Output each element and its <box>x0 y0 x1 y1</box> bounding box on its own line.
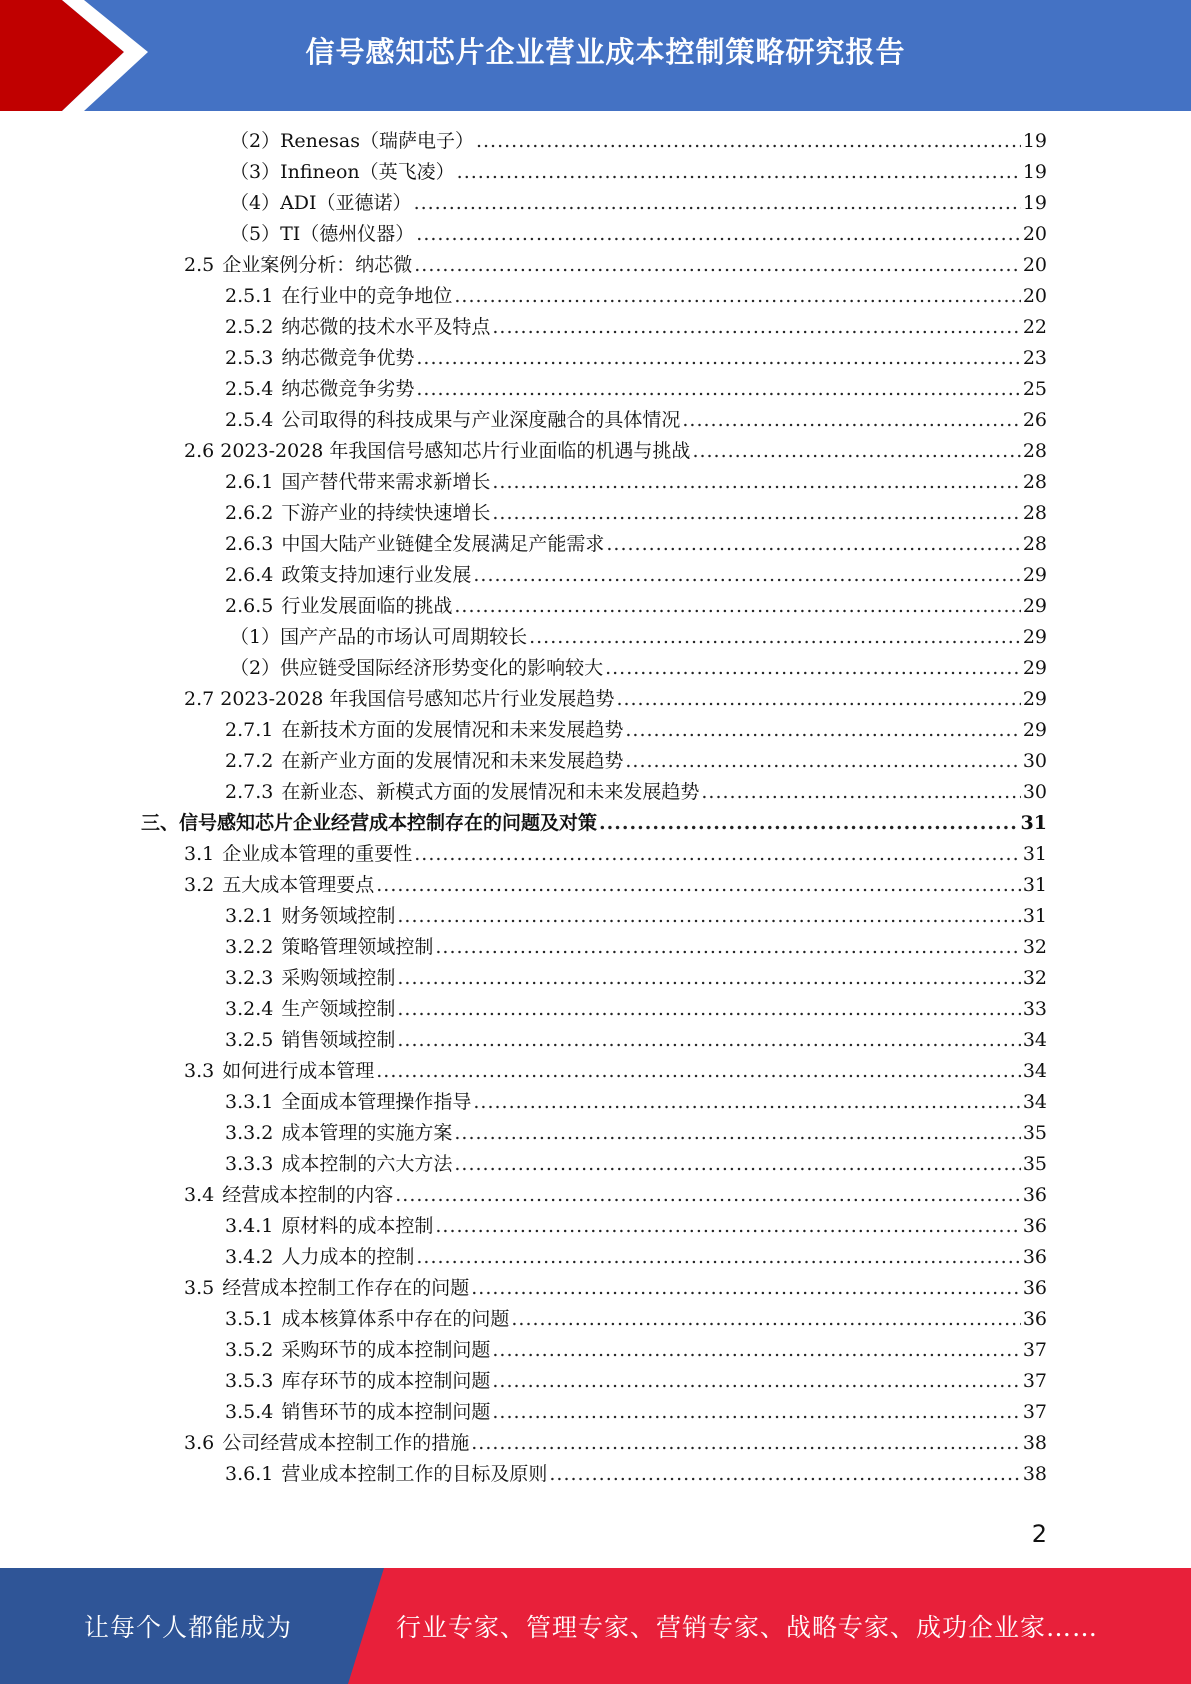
toc-leader-dots <box>397 1025 1020 1056</box>
toc-entry-title: 下游产业的持续快速增长 <box>281 502 491 524</box>
toc-leader-dots <box>416 343 1020 374</box>
toc-entry-title: 成本管理的实施方案 <box>281 1122 453 1144</box>
toc-entry[interactable] <box>184 436 1047 467</box>
toc-entry[interactable] <box>225 1087 1047 1118</box>
toc-entry-number: 3.2 <box>184 874 215 896</box>
toc-entry-title: 政策支持加速行业发展 <box>281 564 472 586</box>
toc-entry-page: 37 <box>1022 1370 1047 1392</box>
toc-entry-title: 2.6 2023-2028 年我国信号感知芯片行业面临的机遇与挑战 <box>184 440 691 462</box>
toc-entry-page: 35 <box>1022 1122 1047 1144</box>
toc-leader-dots <box>492 467 1020 498</box>
toc-entry-number: 2.5.2 <box>225 316 274 338</box>
toc-entry-title: 在新业态、新模式方面的发展情况和未来发展趋势 <box>281 781 700 803</box>
toc-entry-title: （4）ADI（亚德诺） <box>230 192 412 214</box>
toc-entry-page: 28 <box>1022 471 1047 493</box>
toc-leader-dots <box>414 250 1021 281</box>
toc-entry-number: 3.2.5 <box>225 1029 274 1051</box>
toc-entry-title: 企业案例分析：纳芯微 <box>222 254 413 276</box>
toc-entry-number: 2.7.1 <box>225 719 274 741</box>
toc-entry-number: 2.5.3 <box>225 347 274 369</box>
toc-entry-title: 原材料的成本控制 <box>281 1215 434 1237</box>
toc-entry[interactable] <box>225 343 1047 374</box>
toc-entry-title: （2）Renesas（瑞萨电子） <box>230 130 474 152</box>
toc-leader-dots <box>395 1180 1021 1211</box>
toc-entry-title: 纳芯微的技术水平及特点 <box>281 316 491 338</box>
toc-entry[interactable] <box>225 963 1047 994</box>
toc-entry-page: 34 <box>1022 1091 1047 1113</box>
toc-entry-title: 采购领域控制 <box>281 967 396 989</box>
toc-entry-title: 营业成本控制工作的目标及原则 <box>281 1463 548 1485</box>
toc-entry-page: 34 <box>1022 1029 1047 1051</box>
toc-entry-title: 策略管理领域控制 <box>281 936 434 958</box>
toc-entry[interactable] <box>230 622 1047 653</box>
toc-entry-title: （3）Infineon（英飞凌） <box>230 161 455 183</box>
toc-leader-dots <box>435 1211 1020 1242</box>
toc-entry-page: 32 <box>1022 967 1047 989</box>
toc-entry-number: 3.2.4 <box>225 998 274 1020</box>
toc-entry[interactable] <box>225 1459 1047 1490</box>
toc-entry-page: 33 <box>1022 998 1047 1020</box>
toc-leader-dots <box>416 374 1020 405</box>
toc-entry-page: 36 <box>1022 1215 1047 1237</box>
toc-entry-page: 29 <box>1022 688 1047 710</box>
toc-entry-number: 3.4.1 <box>225 1215 274 1237</box>
toc-entry-number: 3.1 <box>184 843 215 865</box>
toc-leader-dots <box>376 1056 1021 1087</box>
toc-entry-page: 36 <box>1022 1277 1047 1299</box>
toc-entry-number: 2.6.4 <box>225 564 274 586</box>
toc-entry-number: 3.3 <box>184 1060 215 1082</box>
toc-entry[interactable] <box>230 157 1047 188</box>
toc-entry-page: 29 <box>1022 595 1047 617</box>
toc-entry-page: 35 <box>1022 1153 1047 1175</box>
toc-entry[interactable] <box>225 1397 1047 1428</box>
toc-leader-dots <box>376 870 1021 901</box>
toc-entry-page: 28 <box>1022 502 1047 524</box>
toc-entry-title: 在新产业方面的发展情况和未来发展趋势 <box>281 750 624 772</box>
toc-entry-title: 公司取得的科技成果与产业深度融合的具体情况 <box>281 409 681 431</box>
toc-leader-dots <box>492 312 1020 343</box>
toc-entry-number: 2.6.1 <box>225 471 274 493</box>
toc-entry[interactable] <box>184 684 1047 715</box>
toc-entry-title: 在新技术方面的发展情况和未来发展趋势 <box>281 719 624 741</box>
footer-slogan-left: 让每个人都能成为 <box>83 1613 292 1642</box>
toc-entry-page: 38 <box>1022 1463 1047 1485</box>
toc-entry-title: 人力成本的控制 <box>281 1246 415 1268</box>
toc-entry-title: 销售环节的成本控制问题 <box>281 1401 491 1423</box>
toc-leader-dots <box>471 1273 1021 1304</box>
toc-entry-title: 财务领域控制 <box>281 905 396 927</box>
toc-leader-dots <box>476 126 1021 157</box>
toc-entry-title: 成本核算体系中存在的问题 <box>281 1308 510 1330</box>
toc-entry-number: 2.6.5 <box>225 595 274 617</box>
toc-entry[interactable] <box>225 994 1047 1025</box>
page-header <box>0 0 1191 111</box>
toc-entry-number: 3.6.1 <box>225 1463 274 1485</box>
toc-leader-dots <box>454 1149 1020 1180</box>
toc-entry-number: 2.6.2 <box>225 502 274 524</box>
toc-entry-number: 3.2.1 <box>225 905 274 927</box>
toc-leader-dots <box>625 715 1020 746</box>
toc-leader-dots <box>397 901 1020 932</box>
toc-entry[interactable] <box>225 1211 1047 1242</box>
toc-leader-dots <box>471 1428 1021 1459</box>
toc-entry-page: 29 <box>1022 657 1047 679</box>
toc-entry-title: （5）TI（德州仪器） <box>230 223 415 245</box>
toc-entry[interactable] <box>225 405 1047 436</box>
toc-entry-page: 36 <box>1022 1308 1047 1330</box>
toc-entry-title: 如何进行成本管理 <box>222 1060 375 1082</box>
toc-entry-title: 采购环节的成本控制问题 <box>281 1339 491 1361</box>
toc-leader-dots <box>414 188 1021 219</box>
toc-leader-dots <box>397 963 1020 994</box>
toc-leader-dots <box>492 1366 1020 1397</box>
toc-entry-page: 22 <box>1022 316 1047 338</box>
toc-entry[interactable] <box>184 1428 1047 1459</box>
toc-leader-dots <box>616 684 1020 715</box>
toc-leader-dots <box>416 1242 1020 1273</box>
toc-entry-title: 中国大陆产业链健全发展满足产能需求 <box>281 533 605 555</box>
report-title: 信号感知芯片企业营业成本控制策略研究报告 <box>305 34 906 69</box>
toc-entry[interactable] <box>225 1242 1047 1273</box>
toc-entry-title: 三、信号感知芯片企业经营成本控制存在的问题及对策 <box>141 812 598 834</box>
toc-entry-number: 2.5 <box>184 254 215 276</box>
toc-entry[interactable] <box>225 281 1047 312</box>
toc-entry-page: 32 <box>1022 936 1047 958</box>
toc-leader-dots <box>492 498 1020 529</box>
toc-leader-dots <box>492 1397 1020 1428</box>
toc-entry[interactable] <box>225 777 1047 808</box>
toc-entry-page: 19 <box>1022 161 1047 183</box>
toc-entry-title: 经营成本控制工作存在的问题 <box>222 1277 470 1299</box>
toc-leader-dots <box>414 839 1021 870</box>
toc-entry-page: 28 <box>1022 440 1047 462</box>
toc-entry-page: 20 <box>1022 285 1047 307</box>
toc-entry-title: 公司经营成本控制工作的措施 <box>222 1432 470 1454</box>
toc-entry[interactable] <box>184 250 1047 281</box>
toc-entry[interactable] <box>225 529 1047 560</box>
toc-entry[interactable] <box>225 467 1047 498</box>
toc-entry-page: 29 <box>1022 564 1047 586</box>
toc-entry-title: 全面成本管理操作指导 <box>281 1091 472 1113</box>
toc-entry[interactable] <box>225 715 1047 746</box>
toc-entry[interactable] <box>225 901 1047 932</box>
toc-leader-dots <box>701 777 1020 808</box>
toc-entry[interactable] <box>230 188 1047 219</box>
toc-entry-page: 19 <box>1022 192 1047 214</box>
toc-entry-number: 3.5.2 <box>225 1339 274 1361</box>
toc-entry-page: 31 <box>1022 905 1047 927</box>
toc-entry[interactable] <box>184 839 1047 870</box>
toc-entry[interactable] <box>184 870 1047 901</box>
page-number: 2 <box>1031 1520 1047 1548</box>
toc-entry[interactable] <box>230 219 1047 250</box>
toc-entry[interactable] <box>184 1056 1047 1087</box>
toc-leader-dots <box>605 653 1021 684</box>
toc-entry[interactable] <box>225 591 1047 622</box>
toc-entry-title: 生产领域控制 <box>281 998 396 1020</box>
toc-entry[interactable] <box>225 746 1047 777</box>
toc-leader-dots <box>692 436 1020 467</box>
toc-entry-page: 34 <box>1022 1060 1047 1082</box>
toc-entry-page: 25 <box>1022 378 1047 400</box>
footer-slogan-right: 行业专家、管理专家、营销专家、战略专家、成功企业家…… <box>396 1613 1099 1642</box>
toc-entry[interactable] <box>225 932 1047 963</box>
toc-entry-number: 3.5.1 <box>225 1308 274 1330</box>
toc-entry[interactable] <box>230 653 1047 684</box>
toc-entry-page: 29 <box>1022 626 1047 648</box>
toc-entry-title: （1）国产产品的市场认可周期较长 <box>230 626 528 648</box>
toc-entry-number: 2.5.4 <box>225 378 274 400</box>
toc-entry-title: 企业成本管理的重要性 <box>222 843 413 865</box>
toc-entry-number: 3.2.2 <box>225 936 274 958</box>
toc-leader-dots <box>457 157 1021 188</box>
toc-leader-dots <box>625 746 1020 777</box>
toc-entry-number: 3.2.3 <box>225 967 274 989</box>
page-footer <box>0 1568 1191 1684</box>
toc-entry-title: 纳芯微竞争优势 <box>281 347 415 369</box>
toc-entry-page: 36 <box>1022 1246 1047 1268</box>
toc-entry-title: 销售领域控制 <box>281 1029 396 1051</box>
toc-entry-title: 五大成本管理要点 <box>222 874 375 896</box>
toc-entry-number: 3.4 <box>184 1184 215 1206</box>
toc-entry-number: 3.5 <box>184 1277 215 1299</box>
toc-leader-dots <box>599 808 1019 839</box>
toc-leader-dots <box>454 281 1020 312</box>
toc-entry-title: 行业发展面临的挑战 <box>281 595 453 617</box>
toc-entry[interactable] <box>230 126 1047 157</box>
toc-entry-page: 19 <box>1022 130 1047 152</box>
toc-entry-number: 3.4.2 <box>225 1246 274 1268</box>
toc-entry-page: 28 <box>1022 533 1047 555</box>
toc-leader-dots <box>492 1335 1020 1366</box>
toc-entry[interactable] <box>225 312 1047 343</box>
toc-leader-dots <box>529 622 1021 653</box>
toc-entry[interactable] <box>184 1180 1047 1211</box>
toc-entry[interactable] <box>225 1149 1047 1180</box>
toc-entry-number: 3.5.3 <box>225 1370 274 1392</box>
toc-entry-number: 2.6.3 <box>225 533 274 555</box>
toc-entry-title: 成本控制的六大方法 <box>281 1153 453 1175</box>
toc-entry[interactable] <box>141 808 1047 839</box>
toc-entry-number: 2.5.1 <box>225 285 274 307</box>
toc-entry-page: 38 <box>1022 1432 1047 1454</box>
toc-entry-title: （2）供应链受国际经济形势变化的影响较大 <box>230 657 604 679</box>
toc-entry[interactable] <box>225 1118 1047 1149</box>
toc-leader-dots <box>416 219 1021 250</box>
toc-entry[interactable] <box>184 1273 1047 1304</box>
toc-entry-page: 29 <box>1022 719 1047 741</box>
toc-entry-page: 30 <box>1022 781 1047 803</box>
toc-entry-number: 3.5.4 <box>225 1401 274 1423</box>
toc-leader-dots <box>549 1459 1020 1490</box>
toc-entry-number: 3.3.1 <box>225 1091 274 1113</box>
toc-entry-title: 国产替代带来需求新增长 <box>281 471 491 493</box>
toc-entry-number: 3.3.2 <box>225 1122 274 1144</box>
toc-leader-dots <box>454 1118 1020 1149</box>
toc-entry[interactable] <box>225 1366 1047 1397</box>
toc-entry-number: 2.7.2 <box>225 750 274 772</box>
toc-entry-page: 20 <box>1022 223 1047 245</box>
toc-entry[interactable] <box>225 1304 1047 1335</box>
toc-entry-page: 20 <box>1022 254 1047 276</box>
toc-entry-number: 2.7.3 <box>225 781 274 803</box>
toc-entry[interactable] <box>225 1335 1047 1366</box>
toc-entry-page: 36 <box>1022 1184 1047 1206</box>
toc-leader-dots <box>473 560 1020 591</box>
toc-leader-dots <box>511 1304 1020 1335</box>
toc-leader-dots <box>435 932 1020 963</box>
toc-entry-page: 30 <box>1022 750 1047 772</box>
toc-leader-dots <box>606 529 1020 560</box>
toc-entry-number: 3.6 <box>184 1432 215 1454</box>
toc-entry[interactable] <box>225 498 1047 529</box>
toc-entry-page: 37 <box>1022 1401 1047 1423</box>
toc-leader-dots <box>682 405 1020 436</box>
toc-entry-title: 库存环节的成本控制问题 <box>281 1370 491 1392</box>
toc-entry-page: 31 <box>1022 843 1047 865</box>
toc-entry[interactable] <box>225 374 1047 405</box>
toc-entry-number: 2.5.4 <box>225 409 274 431</box>
toc-entry-title: 纳芯微竞争劣势 <box>281 378 415 400</box>
toc-leader-dots <box>454 591 1020 622</box>
toc-entry-number: 3.3.3 <box>225 1153 274 1175</box>
toc-entry-page: 26 <box>1022 409 1047 431</box>
toc-entry-page: 31 <box>1020 812 1047 834</box>
toc-entry-page: 37 <box>1022 1339 1047 1361</box>
toc-leader-dots <box>473 1087 1020 1118</box>
toc-leader-dots <box>397 994 1020 1025</box>
toc-entry-page: 23 <box>1022 347 1047 369</box>
toc-entry-title: 经营成本控制的内容 <box>222 1184 394 1206</box>
toc-entry-title: 在行业中的竞争地位 <box>281 285 453 307</box>
toc-entry[interactable] <box>225 1025 1047 1056</box>
toc-entry[interactable] <box>225 560 1047 591</box>
toc-entry-title: 2.7 2023-2028 年我国信号感知芯片行业发展趋势 <box>184 688 615 710</box>
toc-entry-page: 31 <box>1022 874 1047 896</box>
